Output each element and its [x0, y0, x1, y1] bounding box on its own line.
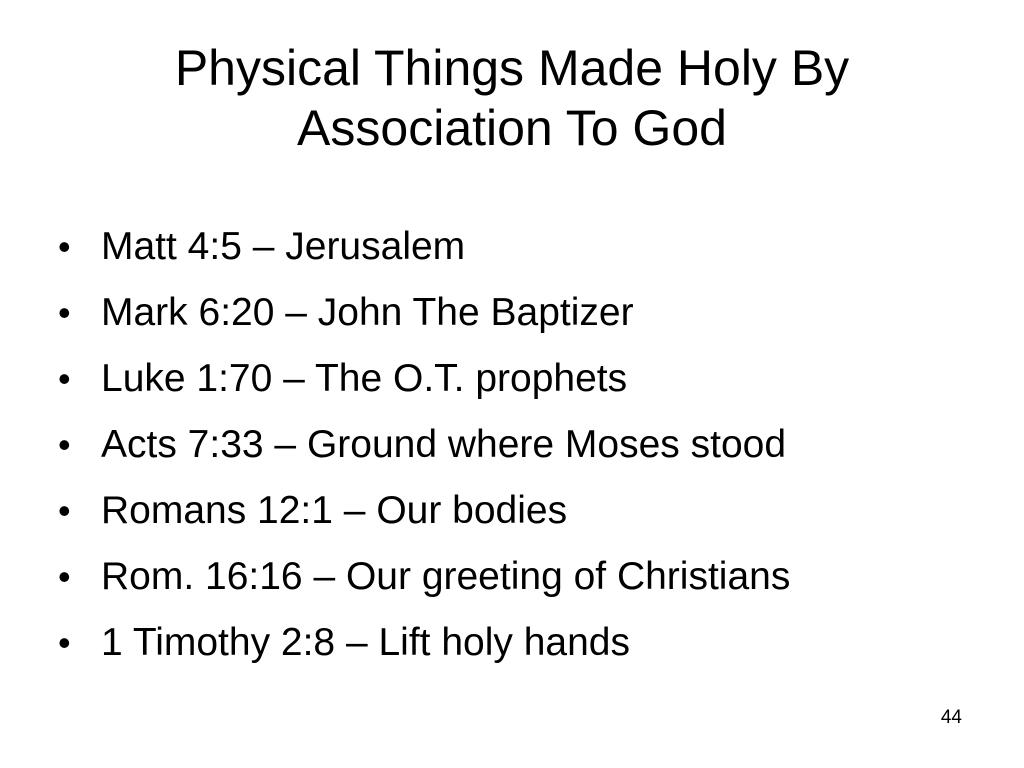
bullet-dot-icon: • [58, 292, 71, 333]
page-number: 44 [940, 707, 962, 728]
slide-title-line-2: Association To God [297, 100, 727, 156]
bullet-text: Matt 4:5 – Jerusalem [101, 225, 466, 268]
bullet-text: Romans 12:1 – Our bodies [101, 489, 568, 532]
slide-title [60, 38, 964, 158]
bullet-text: Luke 1:70 – The O.T. prophets [101, 357, 628, 400]
bullet-item-2 [58, 288, 978, 354]
bullet-dot-icon: • [58, 226, 71, 267]
bullet-item-1 [58, 222, 978, 288]
bullet-text: Mark 6:20 – John The Baptizer [101, 291, 634, 334]
bullet-dot-icon: • [58, 424, 71, 465]
bullet-dot-icon: • [58, 490, 71, 531]
bullet-text: Acts 7:33 – Ground where Moses stood [101, 423, 787, 466]
bullet-item-7 [58, 618, 978, 684]
bullet-dot-icon: • [58, 358, 71, 399]
bullet-item-6 [58, 552, 978, 618]
bullet-item-4 [58, 420, 978, 486]
bullet-dot-icon: • [58, 556, 71, 597]
bullet-list [58, 222, 978, 684]
bullet-text: 1 Timothy 2:8 – Lift holy hands [101, 621, 630, 664]
bullet-text: Rom. 16:16 – Our greeting of Christians [101, 555, 791, 598]
bullet-item-3 [58, 354, 978, 420]
bullet-dot-icon: • [58, 622, 71, 663]
bullet-item-5 [58, 486, 978, 552]
slide-title-line-1: Physical Things Made Holy By [174, 40, 850, 96]
